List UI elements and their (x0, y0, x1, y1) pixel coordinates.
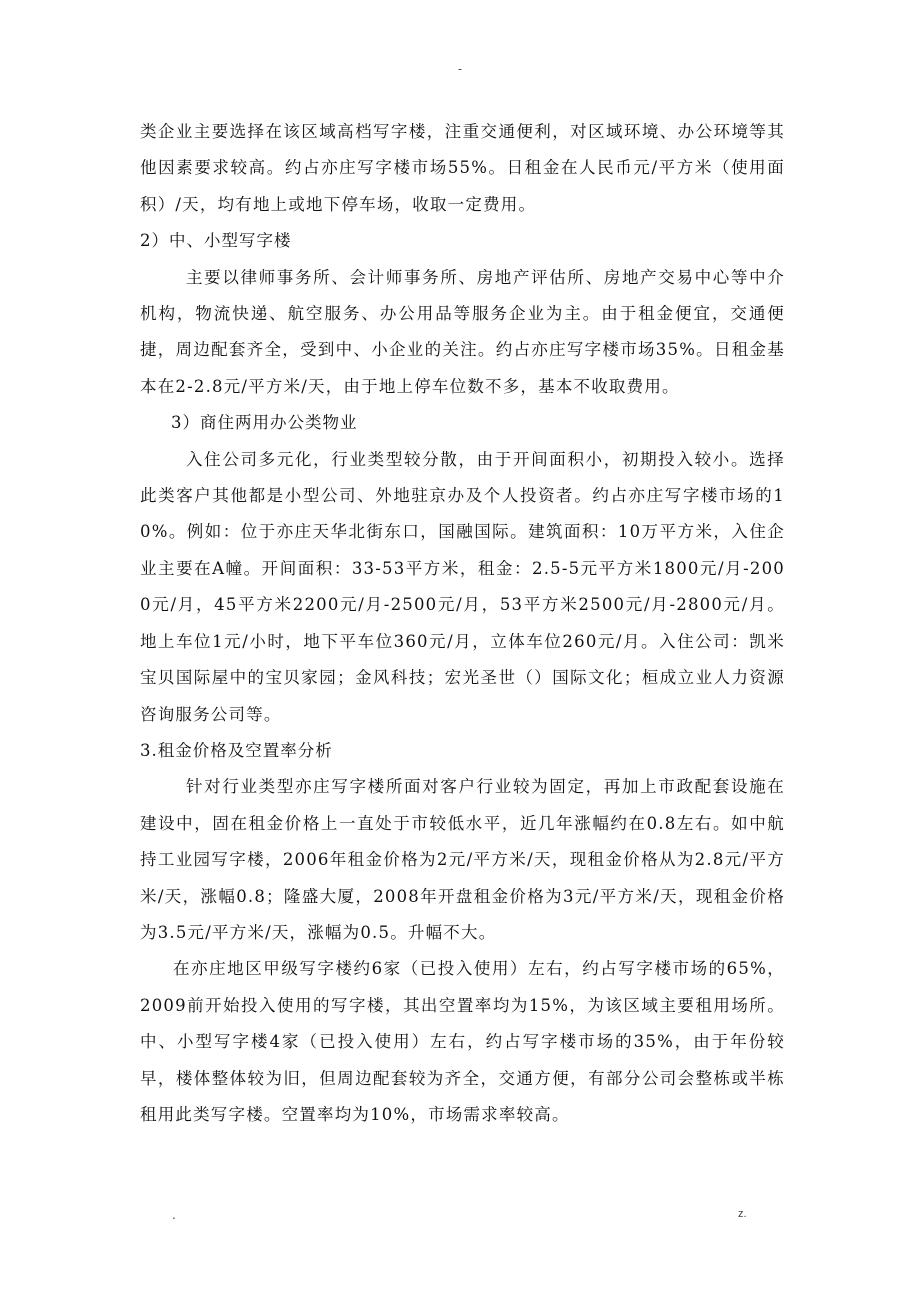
footer-left-mark: . (172, 1208, 176, 1222)
heading-commercial-residential: 3）商住两用办公类物业 (171, 413, 358, 433)
heading-rent-vacancy: 3.租金价格及空置率分析 (140, 740, 333, 760)
paragraph-rent-price: 针对行业类型亦庄写字楼所面对客户行业较为固定，再加上市政配套设施在建设中，固在租金价格上一直处于市较低水平，近几年涨幅约在0.8左右。如中航持工业园写字楼，2006年租金价格为2元/平方米/天，现租金价格从为2.8元/平方米/天，涨幅0.8；隆盛大厦，2008年开盘租金价格为3元/平方米/天，现租金价格为3.5元/平方米/天，涨幅为0.5。升幅不大。 (140, 777, 785, 942)
paragraph-vacancy-rate: 在亦庄地区甲级写字楼约6家（已投入使用）左右，约占写字楼市场的65%，2009前开始投入使用的写字楼，其出空置率均为15%，为该区域主要租用场所。中、小型写字楼4家（已投入使用）左右，约占写字楼市场的35%，由于年份较早，楼体整体较为旧，但周边配套较为齐全，交通方便，有部分公司会整栋或半栋租用此类写字楼。空置率均为10%，市场需求率较高。 (140, 959, 785, 1124)
heading-small-medium-office: 2）中、小型写字楼 (140, 231, 292, 251)
paragraph-commercial-residential: 入住公司多元化，行业类型较分散，由于开间面积小，初期投入较小。选择此类客户其他都是小型公司、外地驻京办及个人投资者。约占亦庄写字楼市场的10%。例如：位于亦庄天华北街东口，国融国际。建筑面积：10万平方米，入住企业主要在A幢。开间面积：33-53平方米，租金：2.5-5元平方米1800元/月-2000元/月，45平方米2200元/月-2500元/月，53平方米2500元/月-2800元/月。地上车位1元/小时，地下平车位360元/月，立体车位260元/月。入住公司：凯米宝贝国际屋中的宝贝家园；金风科技；宏光圣世（）国际文化；桓成立业人力资源咨询服务公司等。 (140, 449, 785, 724)
paragraph-office-demand: 类企业主要选择在该区域高档写字楼，注重交通便利，对区域环境、办公环境等其他因素要求较高。约占亦庄写字楼市场55%。日租金在人民币元/平方米（使用面积）/天，均有地上或地下停车场，收取一定费用。 (140, 122, 785, 214)
footer-right-mark: z. (738, 1208, 747, 1220)
paragraph-small-medium-office: 主要以律师事务所、会计师事务所、房地产评估所、房地产交易中心等中介机构，物流快递、航空服务、办公用品等服务企业为主。由于租金便宜，交通便捷，周边配套齐全，受到中、小企业的关注。约占亦庄写字楼市场35%。日租金基本在2-2.8元/平方米/天，由于地上停车位数不多，基本不收取费用。 (140, 267, 785, 396)
header-mark: - (457, 62, 463, 76)
document-body (140, 114, 785, 1133)
